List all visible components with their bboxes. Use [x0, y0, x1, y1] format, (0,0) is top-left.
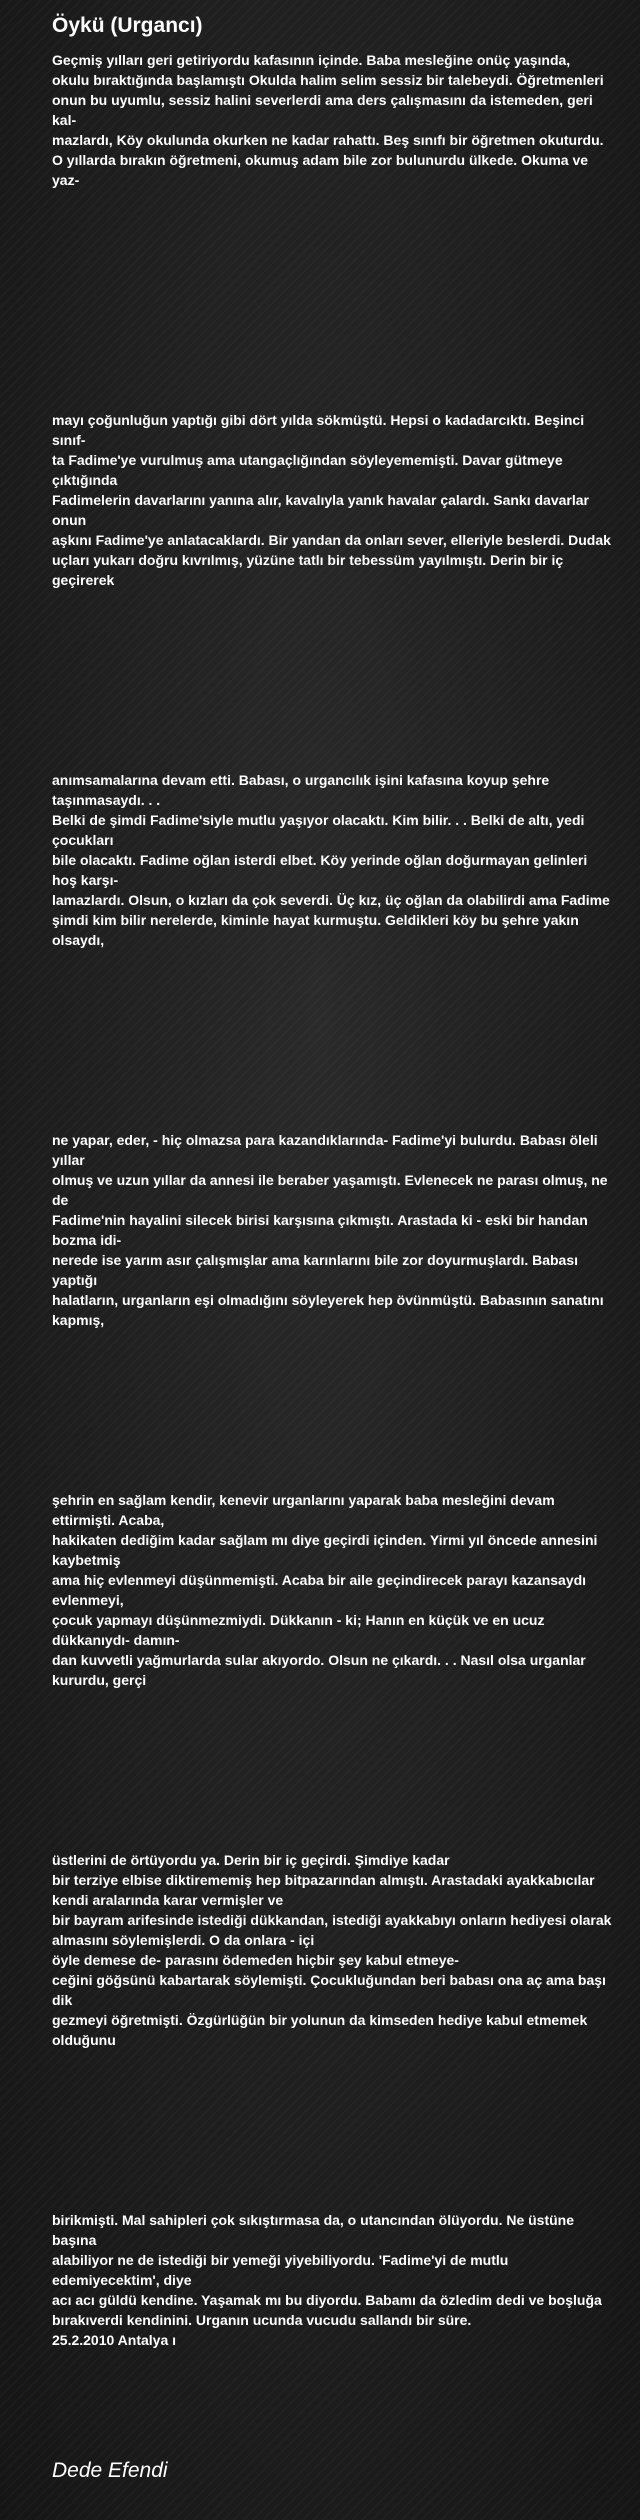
text-line: üstlerini de örtüyordu ya. Derin bir iç geçirdi. Şimdiye kadar [52, 1852, 450, 1868]
text-line: gezmeyi öğretmişti. Özgürlüğün bir yolunun da kimseden hediye kabul etmemek olduğunu [52, 2012, 588, 2048]
text-block-3 [52, 770, 612, 950]
text-line: bir bayram arifesinde istediği dükkandan, istediği ayakkabıyı onların hediyesi olarak almasını söylemişlerdi. O da onlara - içi [52, 1912, 612, 1948]
text-block-4 [52, 1130, 612, 1330]
text-line: birikmişti. Mal sahipleri çok sıkıştırmasa da, o utancından ölüyordu. Ne üstüne başına [52, 2212, 575, 2248]
text-line: çocuk yapmayı düşünmezmiydi. Dükkanın - ki; Hanın en küçük ve en ucuz dükkanıydı- damın- [52, 1612, 545, 1648]
text-block-6 [52, 1850, 612, 2050]
text-line: ta Fadime'ye vurulmuş ama utangaçlığından söyleyememişti. Davar gütmeye çıktığında [52, 452, 563, 488]
text-line: uçları yukarı doğru kıvrılmış, yüzüne tatlı bir tebessüm yayılmıştı. Derin bir iç geçirerek [52, 552, 564, 588]
text-line: şehrin en sağlam kendir, kenevir urganlarını yaparak baba mesleğini devam ettirmişti. Acaba, [52, 1492, 555, 1528]
text-line: acı acı güldü kendine. Yaşamak mı bu diyordu. Babamı da özledim dedi ve boşluğa bırakıverdi kendinini. Urganın ucunda vucudu sallandı bir süre. [52, 2292, 602, 2328]
text-line: mayı çoğunluğun yaptığı gibi dört yılda sökmüştü. Hepsi o kadadarcıktı. Beşinci sınıf- [52, 412, 585, 448]
text-line: mazlardı, Köy okulunda okurken ne kadar rahattı. Beş sınıfı bir öğretmen okuturdu. [52, 132, 604, 148]
author-signature: Dede Efendi [52, 2459, 168, 2482]
text-line: bile olacaktı. Fadime oğlan isterdi elbet. Köy yerinde oğlan doğurmayan gelinleri hoş karşı- [52, 852, 588, 888]
text-block-1 [52, 50, 612, 190]
text-line: şimdi kim bilir nerelerde, kiminle hayat kurmuştu. Geldikleri köy bu şehre yakın olsaydı, [52, 912, 579, 948]
poem-title: Öykü (Urgancı) [52, 14, 203, 37]
text-block-2 [52, 410, 612, 590]
text-line: hakikaten dediğim kadar sağlam mı diye geçirdi içinden. Yirmi yıl öncede annesini kaybetmiş [52, 1532, 598, 1568]
date-location: 25.2.2010 Antalya ı [52, 2332, 177, 2348]
text-block-7 [52, 2210, 612, 2350]
text-line: lamazlardı. Olsun, o kızları da çok severdi. Üç kız, üç oğlan da olabilirdi ama Fadime [52, 892, 610, 908]
text-line: Fadimelerin davarlarını yanına alır, kavalıyla yanık havalar çalardı. Sankı davarlar onun [52, 492, 589, 528]
text-line: halatların, urganların eşi olmadığını söyleyerek hep övünmüştü. Babasının sanatını kapmış, [52, 1292, 604, 1328]
text-line: bir terziye elbise diktirememiş hep bitpazarından almıştı. Arastadaki ayakkabıcılar kendi aralarında karar vermişler ve [52, 1872, 595, 1908]
text-line: ne yapar, eder, - hiç olmazsa para kazandıklarında- Fadime'yi bulurdu. Babası öleli yıllar [52, 1132, 598, 1168]
text-line: onun bu uyumlu, sessiz halini severlerdi ama ders çalışmasını da istemeden, geri kal- [52, 92, 593, 128]
text-line: ama hiç evlenmeyi düşünmemişti. Acaba bir aile geçindirecek parayı kazansaydı evlenmeyi, [52, 1572, 587, 1608]
text-line: Fadime'nin hayalini silecek birisi karşısına çıkmıştı. Arastada ki - eski bir handan bozma idi- [52, 1212, 588, 1248]
text-block-5 [52, 1490, 612, 1690]
text-line: Geçmiş yılları geri getiriyordu kafasının içinde. Baba mesleğine onüç yaşında, [52, 52, 571, 68]
text-line: dan kuvvetli yağmurlarda sular akıyordo. Olsun ne çıkardı. . . Nasıl olsa urganlar kururdu, gerçi [52, 1652, 586, 1688]
text-line: nerede ise yarım asır çalışmışlar ama karınlarını bile zor doyurmuşlardı. Babası yaptığı [52, 1252, 579, 1288]
text-line: aşkını Fadime'ye anlatacaklardı. Bir yandan da onları sever, elleriyle beslerdi. Dudak [52, 532, 611, 548]
text-line: O yıllarda bırakın öğretmeni, okumuş adam bile zor bulunurdu ülkede. Okuma ve yaz- [52, 152, 589, 188]
text-line: alabiliyor ne de istediği bir yemeği yiyebiliyordu. 'Fadime'yi de mutlu edemiyecektim', diye [52, 2252, 509, 2288]
text-line: Belki de şimdi Fadime'siyle mutlu yaşıyor olacaktı. Kim bilir. . . Belki de altı, yedi çocukları [52, 812, 585, 848]
text-line: ceğini göğsünü kabartarak söylemişti. Çocukluğundan beri babası ona aç ama başı dik [52, 1972, 606, 2008]
text-line: okulu bıraktığında başlamıştı Okulda halim selim sessiz bir talebeydi. Öğretmenleri [52, 72, 604, 88]
text-line: anımsamalarına devam etti. Babası, o urgancılık işini kafasına koyup şehre taşınmasaydı. . . [52, 772, 550, 808]
text-line: olmuş ve uzun yıllar da annesi ile beraber yaşamıştı. Evlenecek ne parası olmuş, ne de [52, 1172, 608, 1208]
text-line: öyle demese de- parasını ödemeden hiçbir şey kabul etmeye- [52, 1952, 459, 1968]
